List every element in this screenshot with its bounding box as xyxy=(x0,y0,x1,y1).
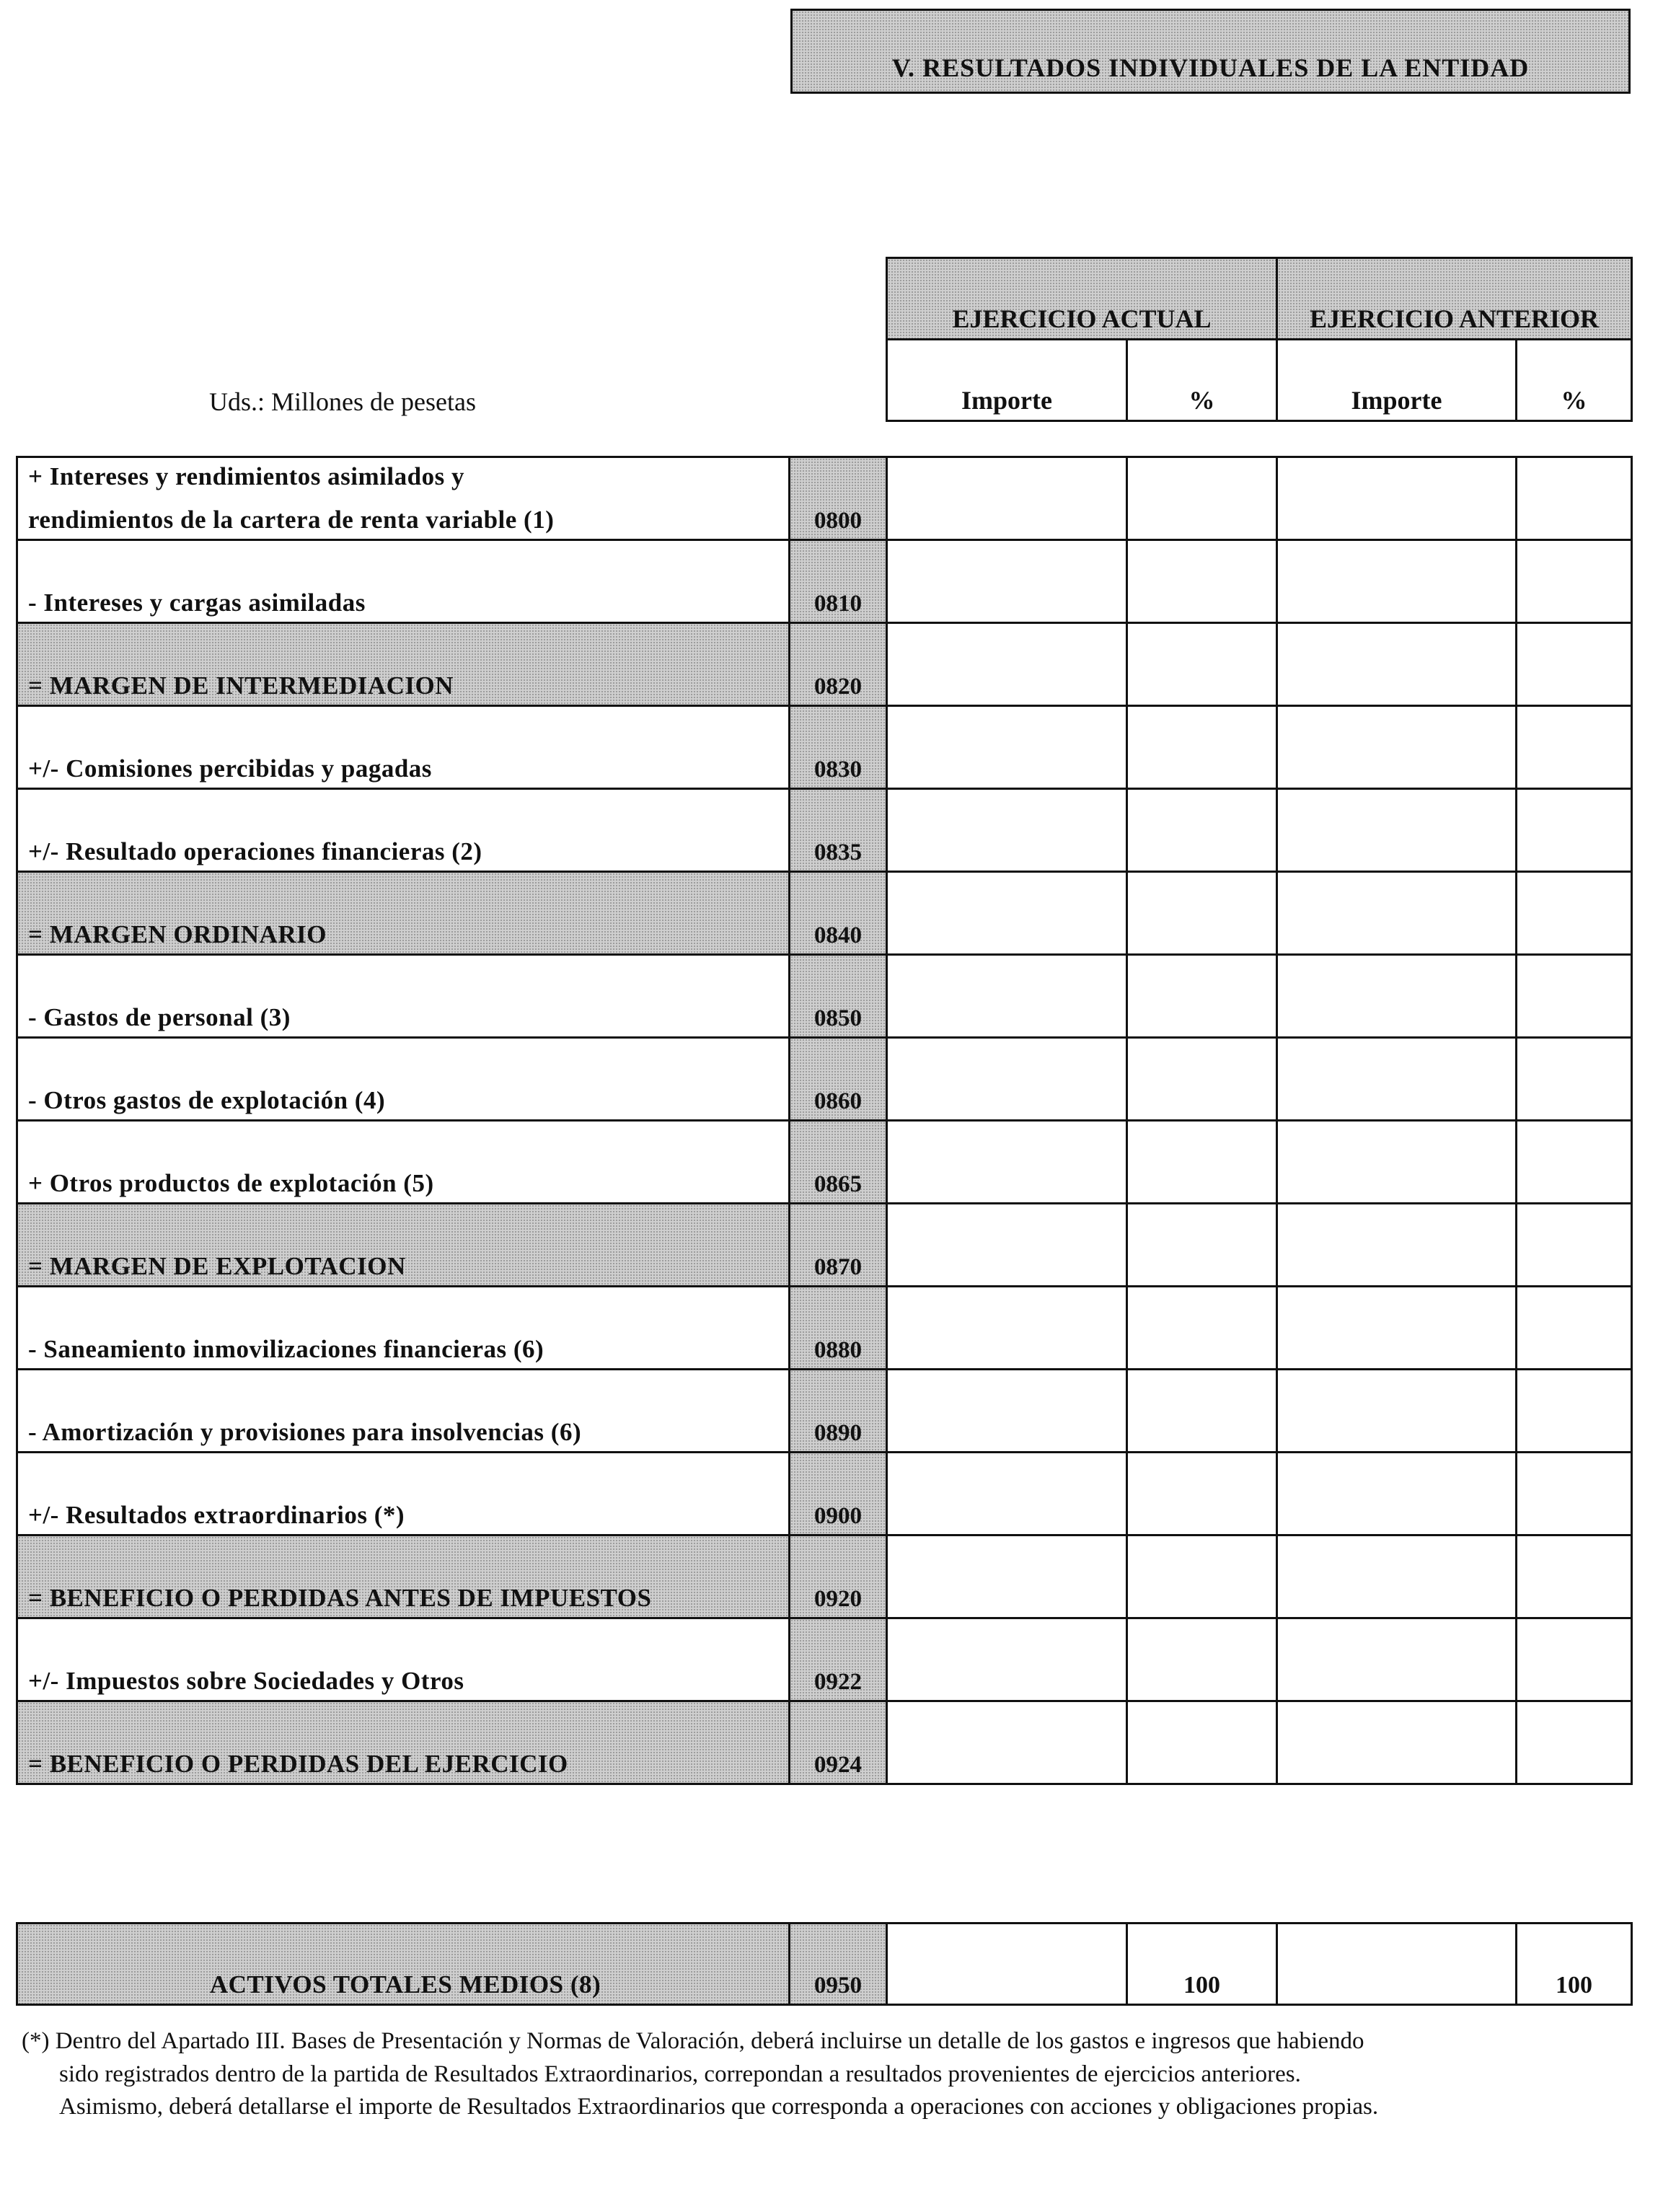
header-current-percent xyxy=(1126,338,1278,422)
row-current-amount-cell[interactable] xyxy=(886,622,1128,707)
row-previous-amount-cell[interactable] xyxy=(1276,456,1517,541)
row-current-percent-cell[interactable] xyxy=(1126,1119,1278,1204)
row-code-cell xyxy=(788,1451,888,1536)
row-current-percent-cell[interactable] xyxy=(1126,1368,1278,1453)
row-code-cell xyxy=(788,1617,888,1702)
row-previous-percent-cell[interactable] xyxy=(1515,1617,1633,1702)
row-label-cell xyxy=(16,871,795,956)
row-previous-percent-cell[interactable] xyxy=(1515,953,1633,1039)
row-previous-amount-cell[interactable] xyxy=(1276,871,1517,956)
header-current-amount xyxy=(886,338,1128,422)
row-label-cell xyxy=(16,622,795,707)
row-label-cell xyxy=(16,1368,795,1453)
row-code-cell xyxy=(788,1285,888,1370)
row-current-percent-cell[interactable] xyxy=(1126,788,1278,873)
row-label: +/- Comisiones percibidas y pagadas xyxy=(28,754,432,783)
row-previous-percent-cell[interactable] xyxy=(1515,456,1633,541)
row-label: - Amortización y provisiones para insolvencias (6) xyxy=(28,1418,582,1446)
row-current-amount-cell[interactable] xyxy=(886,788,1128,873)
assets-previous-percent-cell xyxy=(1515,1922,1633,2006)
row-label-line-1: + Intereses y rendimientos asimilados y xyxy=(28,462,464,490)
row-current-amount-cell[interactable] xyxy=(886,1202,1128,1287)
row-label-cell xyxy=(16,953,795,1039)
row-previous-percent-cell[interactable] xyxy=(1515,1119,1633,1204)
row-previous-amount-cell[interactable] xyxy=(1276,953,1517,1039)
row-previous-percent-cell[interactable] xyxy=(1515,1451,1633,1536)
row-current-amount-cell[interactable] xyxy=(886,1534,1128,1619)
row-current-percent-cell[interactable] xyxy=(1126,1202,1278,1287)
row-current-amount-cell[interactable] xyxy=(886,871,1128,956)
row-label-cell xyxy=(16,1119,795,1204)
row-label: = MARGEN DE INTERMEDIACION xyxy=(28,671,454,700)
row-current-percent-cell[interactable] xyxy=(1126,705,1278,790)
row-label-cell xyxy=(16,1285,795,1370)
assets-previous-amount-cell xyxy=(1276,1922,1517,2006)
row-code: 0870 xyxy=(814,1254,862,1280)
header-previous-amount xyxy=(1276,338,1517,422)
footnote-line-2: sido registrados dentro de la partida de Resultados Extraordinarios, correpondan a resultados provenientes de ejercicios anteriores. xyxy=(59,2061,1301,2087)
row-current-amount-cell[interactable] xyxy=(886,953,1128,1039)
row-code-cell xyxy=(788,1202,888,1287)
row-code: 0840 xyxy=(814,922,862,948)
row-label: - Saneamiento inmovilizaciones financieras (6) xyxy=(28,1335,544,1363)
row-code-cell xyxy=(788,788,888,873)
header-previous-label: EJERCICIO ANTERIOR xyxy=(1309,304,1600,333)
header-current-amount-label: Importe xyxy=(961,386,1052,415)
row-previous-amount-cell[interactable] xyxy=(1276,1368,1517,1453)
header-previous-amount-label: Importe xyxy=(1351,386,1442,415)
row-previous-percent-cell[interactable] xyxy=(1515,1368,1633,1453)
row-previous-amount-cell[interactable] xyxy=(1276,1202,1517,1287)
row-previous-percent-cell[interactable] xyxy=(1515,539,1633,624)
assets-current-percent-cell xyxy=(1126,1922,1278,2006)
row-previous-percent-cell[interactable] xyxy=(1515,788,1633,873)
footnote xyxy=(22,2025,1666,2124)
row-label: - Otros gastos de explotación (4) xyxy=(28,1086,386,1114)
row-previous-amount-cell[interactable] xyxy=(1276,539,1517,624)
header-current-percent-label: % xyxy=(1188,386,1215,415)
row-previous-amount-cell[interactable] xyxy=(1276,1700,1517,1785)
row-label: +/- Impuestos sobre Sociedades y Otros xyxy=(28,1667,464,1695)
row-current-percent-cell[interactable] xyxy=(1126,622,1278,707)
row-previous-amount-cell[interactable] xyxy=(1276,1534,1517,1619)
row-label-cell xyxy=(16,1534,795,1619)
row-label-cell xyxy=(16,1700,795,1785)
row-previous-percent-cell[interactable] xyxy=(1515,1036,1633,1122)
row-previous-amount-cell[interactable] xyxy=(1276,1285,1517,1370)
row-code: 0922 xyxy=(814,1669,862,1695)
row-previous-amount-cell[interactable] xyxy=(1276,788,1517,873)
row-label-cell xyxy=(16,456,795,541)
row-code-cell xyxy=(788,539,888,624)
row-previous-percent-cell[interactable] xyxy=(1515,705,1633,790)
row-current-amount-cell[interactable] xyxy=(886,1119,1128,1204)
row-current-percent-cell[interactable] xyxy=(1126,539,1278,624)
row-previous-percent-cell[interactable] xyxy=(1515,1285,1633,1370)
row-code: 0924 xyxy=(814,1752,862,1778)
row-current-amount-cell[interactable] xyxy=(886,1036,1128,1122)
row-code-cell xyxy=(788,1700,888,1785)
row-code: 0800 xyxy=(814,508,862,534)
row-current-amount-cell[interactable] xyxy=(886,1617,1128,1702)
assets-current-percent: 100 xyxy=(1183,1972,1220,1999)
row-current-amount-cell[interactable] xyxy=(886,1451,1128,1536)
section-title-box xyxy=(790,9,1631,94)
row-code: 0860 xyxy=(814,1088,862,1114)
row-previous-amount-cell[interactable] xyxy=(1276,705,1517,790)
row-label-cell xyxy=(16,1202,795,1287)
footnote-line-1: (*) Dentro del Apartado III. Bases de Presentación y Normas de Valoración, deberá incluirse un detalle de los gastos e ingresos que habiendo xyxy=(22,2028,1364,2054)
row-current-percent-cell[interactable] xyxy=(1126,1036,1278,1122)
row-code: 0920 xyxy=(814,1586,862,1612)
row-previous-amount-cell[interactable] xyxy=(1276,1119,1517,1204)
row-current-amount-cell[interactable] xyxy=(886,705,1128,790)
row-code-cell xyxy=(788,456,888,541)
header-previous-percent xyxy=(1515,338,1633,422)
row-code: 0810 xyxy=(814,591,862,617)
row-current-percent-cell[interactable] xyxy=(1126,953,1278,1039)
row-code-cell xyxy=(788,1368,888,1453)
row-label: = BENEFICIO O PERDIDAS DEL EJERCICIO xyxy=(28,1750,568,1778)
row-label: = MARGEN ORDINARIO xyxy=(28,920,327,948)
row-code: 0865 xyxy=(814,1171,862,1197)
row-previous-percent-cell[interactable] xyxy=(1515,871,1633,956)
row-current-amount-cell[interactable] xyxy=(886,1285,1128,1370)
row-label-cell xyxy=(16,1617,795,1702)
assets-code-cell xyxy=(788,1922,888,2006)
row-previous-percent-cell[interactable] xyxy=(1515,1534,1633,1619)
row-code-cell xyxy=(788,1534,888,1619)
row-previous-percent-cell[interactable] xyxy=(1515,622,1633,707)
row-code-cell xyxy=(788,1036,888,1122)
row-previous-amount-cell[interactable] xyxy=(1276,1617,1517,1702)
footnote-line-3: Asimismo, deberá detallarse el importe de Resultados Extraordinarios que corresponda a operaciones con acciones y obligaciones propias. xyxy=(59,2094,1379,2120)
row-current-percent-cell[interactable] xyxy=(1126,871,1278,956)
row-label: + Otros productos de explotación (5) xyxy=(28,1169,434,1197)
row-code-cell xyxy=(788,622,888,707)
row-previous-amount-cell[interactable] xyxy=(1276,622,1517,707)
row-code-cell xyxy=(788,705,888,790)
row-current-percent-cell[interactable] xyxy=(1126,1534,1278,1619)
row-code: 0880 xyxy=(814,1337,862,1363)
header-current-exercise xyxy=(886,257,1278,340)
row-code: 0890 xyxy=(814,1420,862,1446)
row-current-percent-cell[interactable] xyxy=(1126,1285,1278,1370)
row-code: 0835 xyxy=(814,840,862,865)
row-previous-amount-cell[interactable] xyxy=(1276,1036,1517,1122)
row-label-cell xyxy=(16,705,795,790)
row-current-amount-cell[interactable] xyxy=(886,1368,1128,1453)
row-current-amount-cell[interactable] xyxy=(886,456,1128,541)
row-label-cell xyxy=(16,1036,795,1122)
header-current-label: EJERCICIO ACTUAL xyxy=(952,304,1212,333)
row-label-cell xyxy=(16,788,795,873)
row-label: = MARGEN DE EXPLOTACION xyxy=(28,1252,406,1280)
row-label: +/- Resultados extraordinarios (*) xyxy=(28,1501,405,1529)
row-code-cell xyxy=(788,871,888,956)
row-previous-amount-cell[interactable] xyxy=(1276,1451,1517,1536)
row-label: - Gastos de personal (3) xyxy=(28,1003,291,1031)
assets-previous-percent: 100 xyxy=(1556,1972,1592,1999)
section-title: V. RESULTADOS INDIVIDUALES DE LA ENTIDAD xyxy=(891,53,1530,82)
row-label: +/- Resultado operaciones financieras (2) xyxy=(28,837,482,865)
assets-label-cell xyxy=(16,1922,795,2006)
row-label-cell xyxy=(16,1451,795,1536)
header-previous-percent-label: % xyxy=(1561,386,1587,415)
row-current-percent-cell[interactable] xyxy=(1126,1617,1278,1702)
row-label: = BENEFICIO O PERDIDAS ANTES DE IMPUESTOS xyxy=(28,1584,652,1612)
row-current-amount-cell[interactable] xyxy=(886,1700,1128,1785)
assets-code: 0950 xyxy=(814,1973,862,1999)
row-label: - Intereses y cargas asimiladas xyxy=(28,589,366,617)
header-previous-exercise xyxy=(1276,257,1633,340)
row-previous-percent-cell[interactable] xyxy=(1515,1700,1633,1785)
row-label-cell xyxy=(16,539,795,624)
assets-current-amount-cell xyxy=(886,1922,1128,2006)
row-current-percent-cell[interactable] xyxy=(1126,456,1278,541)
units-label: Uds.: Millones de pesetas xyxy=(209,387,476,416)
assets-label: ACTIVOS TOTALES MEDIOS (8) xyxy=(209,1970,601,1999)
row-code: 0900 xyxy=(814,1503,862,1529)
row-current-percent-cell[interactable] xyxy=(1126,1700,1278,1785)
row-code: 0850 xyxy=(814,1005,862,1031)
row-current-percent-cell[interactable] xyxy=(1126,1451,1278,1536)
row-code: 0830 xyxy=(814,757,862,783)
row-code: 0820 xyxy=(814,674,862,700)
row-current-amount-cell[interactable] xyxy=(886,539,1128,624)
row-previous-percent-cell[interactable] xyxy=(1515,1202,1633,1287)
row-code-cell xyxy=(788,953,888,1039)
row-code-cell xyxy=(788,1119,888,1204)
row-label: rendimientos de la cartera de renta variable (1) xyxy=(28,506,555,534)
